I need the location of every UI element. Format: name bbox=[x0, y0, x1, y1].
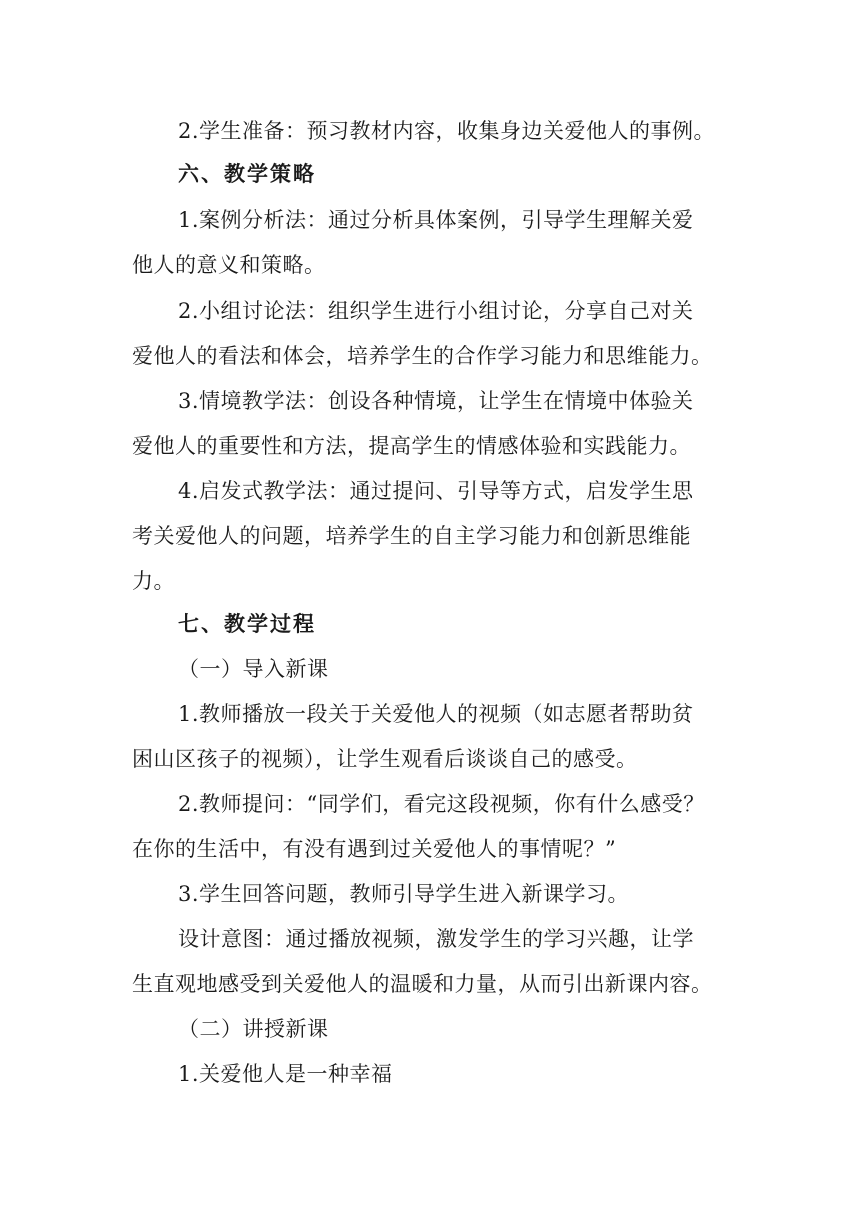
subheading-new-lesson: （二）讲授新课 bbox=[178, 1017, 329, 1041]
paragraph-design-intent-line-1: 设计意图：通过播放视频，激发学生的学习兴趣，让学 bbox=[178, 927, 694, 951]
paragraph-case-analysis-line-2: 他人的意义和策略。 bbox=[132, 253, 326, 277]
paragraph-heuristic-teaching-line-2: 考关爱他人的问题，培养学生的自主学习能力和创新思维能 bbox=[132, 524, 691, 548]
paragraph-group-discussion-line-2: 爱他人的看法和体会，培养学生的合作学习能力和思维能力。 bbox=[132, 344, 713, 368]
paragraph-situational-teaching-line-1: 3.情境教学法：创设各种情境，让学生在情境中体验关 bbox=[178, 389, 694, 413]
subheading-introduction: （一）导入新课 bbox=[178, 657, 329, 681]
paragraph-question-line-1: 2.教师提问：“同学们，看完这段视频，你有什么感受？ bbox=[178, 792, 705, 816]
paragraph-situational-teaching-line-2: 爱他人的重要性和方法，提高学生的情感体验和实践能力。 bbox=[132, 434, 691, 458]
paragraph-case-analysis-line-1: 1.案例分析法：通过分析具体案例，引导学生理解关爱 bbox=[178, 208, 694, 232]
paragraph-heuristic-teaching-line-3: 力。 bbox=[132, 569, 175, 593]
paragraph-group-discussion-line-1: 2.小组讨论法：组织学生进行小组讨论，分享自己对关 bbox=[178, 299, 694, 323]
section-heading-teaching-process: 七、教学过程 bbox=[178, 612, 316, 636]
paragraph-video-line-1: 1.教师播放一段关于关爱他人的视频（如志愿者帮助贫 bbox=[178, 702, 694, 726]
paragraph-question-line-2: 在你的生活中，有没有遇到过关爱他人的事情呢？” bbox=[132, 837, 617, 861]
paragraph-video-line-2: 困山区孩子的视频），让学生观看后谈谈自己的感受。 bbox=[132, 747, 638, 771]
paragraph-student-preparation: 2.学生准备：预习教材内容，收集身边关爱他人的事例。 bbox=[178, 119, 716, 143]
section-heading-teaching-strategy: 六、教学策略 bbox=[178, 162, 316, 186]
paragraph-heuristic-teaching-line-1: 4.启发式教学法：通过提问、引导等方式，启发学生思 bbox=[178, 479, 694, 503]
paragraph-student-answer: 3.学生回答问题，教师引导学生进入新课学习。 bbox=[178, 882, 630, 906]
paragraph-design-intent-line-2: 生直观地感受到关爱他人的温暖和力量，从而引出新课内容。 bbox=[132, 972, 713, 996]
paragraph-caring-is-happiness: 1.关爱他人是一种幸福 bbox=[178, 1062, 393, 1086]
